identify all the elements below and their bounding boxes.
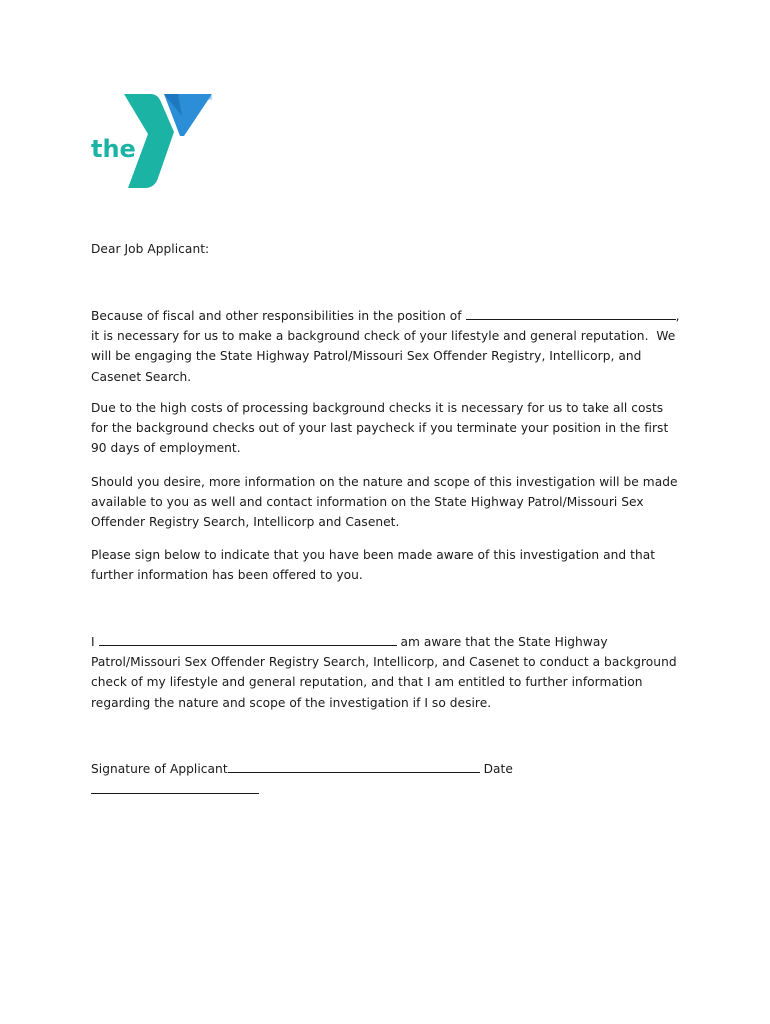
date-label: Date: [483, 762, 513, 776]
position-blank-line[interactable]: [466, 305, 676, 320]
p5-text-a: I: [91, 635, 95, 649]
logo-wordmark: the: [91, 135, 136, 163]
paragraph-costs: [91, 398, 681, 459]
p2-text: Due to the high costs of processing background checks it is necessary for us to take all costs for the background checks out of your last paycheck if you terminate your position in the first 90 days of employment.: [91, 401, 673, 456]
date-blank-line[interactable]: [91, 779, 259, 794]
paragraph-acknowledgement: [91, 631, 681, 713]
signature-line: [91, 758, 681, 800]
paragraph-position: [91, 305, 681, 387]
paragraph-information: [91, 472, 681, 533]
signature-blank-line[interactable]: [228, 758, 480, 773]
p3-text: Should you desire, more information on the nature and scope of this investigation will be made available to you as well and contact information on the State Highway Patrol/Missouri Sex Offender Registry Search, Intellicorp and Casenet.: [91, 475, 682, 530]
registered-mark: ®: [207, 95, 213, 102]
p1-text-c: it is necessary for us to make a background check of your lifestyle and general reputation. We will be engaging the State Highway Patrol/Missouri Sex Offender Registry, Intellicorp, and Casenet Search.: [91, 329, 680, 384]
paragraph-sign-below: [91, 545, 681, 585]
letter-greeting-block: [91, 239, 681, 259]
signature-label: Signature of Applicant: [91, 762, 228, 776]
logo-monogram: YMCA: [160, 159, 178, 183]
ymca-logo-graphic: [88, 86, 220, 194]
greeting: Dear Job Applicant:: [91, 242, 210, 256]
ymca-logo: [88, 86, 220, 194]
p1-text-a: Because of fiscal and other responsibilities in the position of: [91, 309, 462, 323]
name-blank-line[interactable]: [99, 631, 397, 646]
p5-text-b: am aware that the State Highway Patrol/Missouri Sex Offender Registry Search, Intellicorp, and Casenet to conduct a background check of my lifestyle and general reputation, and that I am entitled to further information regarding the nature and scope of the investigation if I so desire.: [91, 635, 681, 710]
p4-text: Please sign below to indicate that you have been made aware of this investigation and that further information has been offered to you.: [91, 548, 660, 583]
p1-text-b: ,: [675, 309, 680, 323]
